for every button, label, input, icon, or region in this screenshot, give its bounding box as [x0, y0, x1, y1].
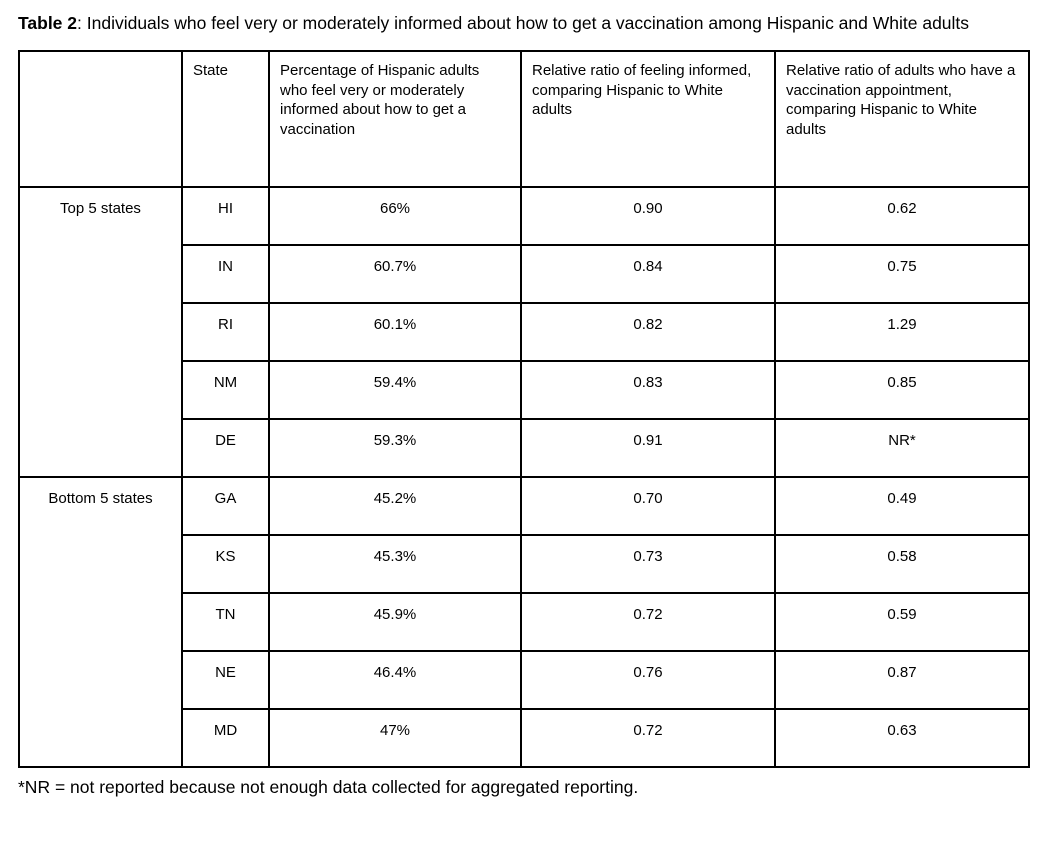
cell-state: GA — [182, 477, 269, 535]
cell-ratio-informed: 0.84 — [521, 245, 775, 303]
cell-ratio-appointment: 0.75 — [775, 245, 1029, 303]
cell-ratio-informed: 0.90 — [521, 187, 775, 245]
cell-state: TN — [182, 593, 269, 651]
cell-percentage: 45.2% — [269, 477, 521, 535]
cell-ratio-appointment: 0.87 — [775, 651, 1029, 709]
cell-ratio-informed: 0.70 — [521, 477, 775, 535]
cell-state: NE — [182, 651, 269, 709]
cell-state: RI — [182, 303, 269, 361]
cell-percentage: 59.4% — [269, 361, 521, 419]
cell-percentage: 45.3% — [269, 535, 521, 593]
table-footnote: *NR = not reported because not enough data collected for aggregated reporting. — [18, 777, 639, 797]
cell-ratio-appointment: 0.63 — [775, 709, 1029, 767]
cell-ratio-appointment: 0.59 — [775, 593, 1029, 651]
vaccination-info-table — [18, 50, 1030, 768]
cell-state: MD — [182, 709, 269, 767]
table-title-label: Table 2 — [18, 13, 78, 33]
table-title — [18, 10, 998, 36]
cell-ratio-informed: 0.83 — [521, 361, 775, 419]
cell-ratio-informed: 0.76 — [521, 651, 775, 709]
cell-ratio-appointment: 0.62 — [775, 187, 1029, 245]
cell-ratio-informed: 0.72 — [521, 593, 775, 651]
header-ratio-informed: Relative ratio of feeling informed, comparing Hispanic to White adults — [521, 51, 775, 187]
cell-ratio-appointment: 1.29 — [775, 303, 1029, 361]
cell-percentage: 46.4% — [269, 651, 521, 709]
cell-state: HI — [182, 187, 269, 245]
cell-state: IN — [182, 245, 269, 303]
cell-ratio-appointment: 0.49 — [775, 477, 1029, 535]
header-ratio-appointment: Relative ratio of adults who have a vaccination appointment, comparing Hispanic to White adults — [775, 51, 1029, 187]
cell-ratio-appointment: NR* — [775, 419, 1029, 477]
cell-percentage: 47% — [269, 709, 521, 767]
group-label-top-5-states: Top 5 states — [19, 187, 182, 477]
table-row — [19, 187, 1029, 245]
cell-ratio-informed: 0.73 — [521, 535, 775, 593]
group-label-bottom-5-states: Bottom 5 states — [19, 477, 182, 767]
cell-state: DE — [182, 419, 269, 477]
table-row — [19, 477, 1029, 535]
cell-ratio-informed: 0.72 — [521, 709, 775, 767]
cell-ratio-appointment: 0.85 — [775, 361, 1029, 419]
cell-ratio-appointment: 0.58 — [775, 535, 1029, 593]
header-group — [19, 51, 182, 187]
cell-percentage: 60.7% — [269, 245, 521, 303]
cell-state: NM — [182, 361, 269, 419]
cell-percentage: 45.9% — [269, 593, 521, 651]
cell-percentage: 59.3% — [269, 419, 521, 477]
header-percentage-informed: Percentage of Hispanic adults who feel very or moderately informed about how to get a vaccination — [269, 51, 521, 187]
cell-state: KS — [182, 535, 269, 593]
table-header-row — [19, 51, 1029, 187]
cell-percentage: 60.1% — [269, 303, 521, 361]
cell-ratio-informed: 0.91 — [521, 419, 775, 477]
header-state: State — [182, 51, 269, 187]
table-title-text: : Individuals who feel very or moderately informed about how to get a vaccination among Hispanic and White adults — [77, 13, 970, 33]
cell-ratio-informed: 0.82 — [521, 303, 775, 361]
cell-percentage: 66% — [269, 187, 521, 245]
